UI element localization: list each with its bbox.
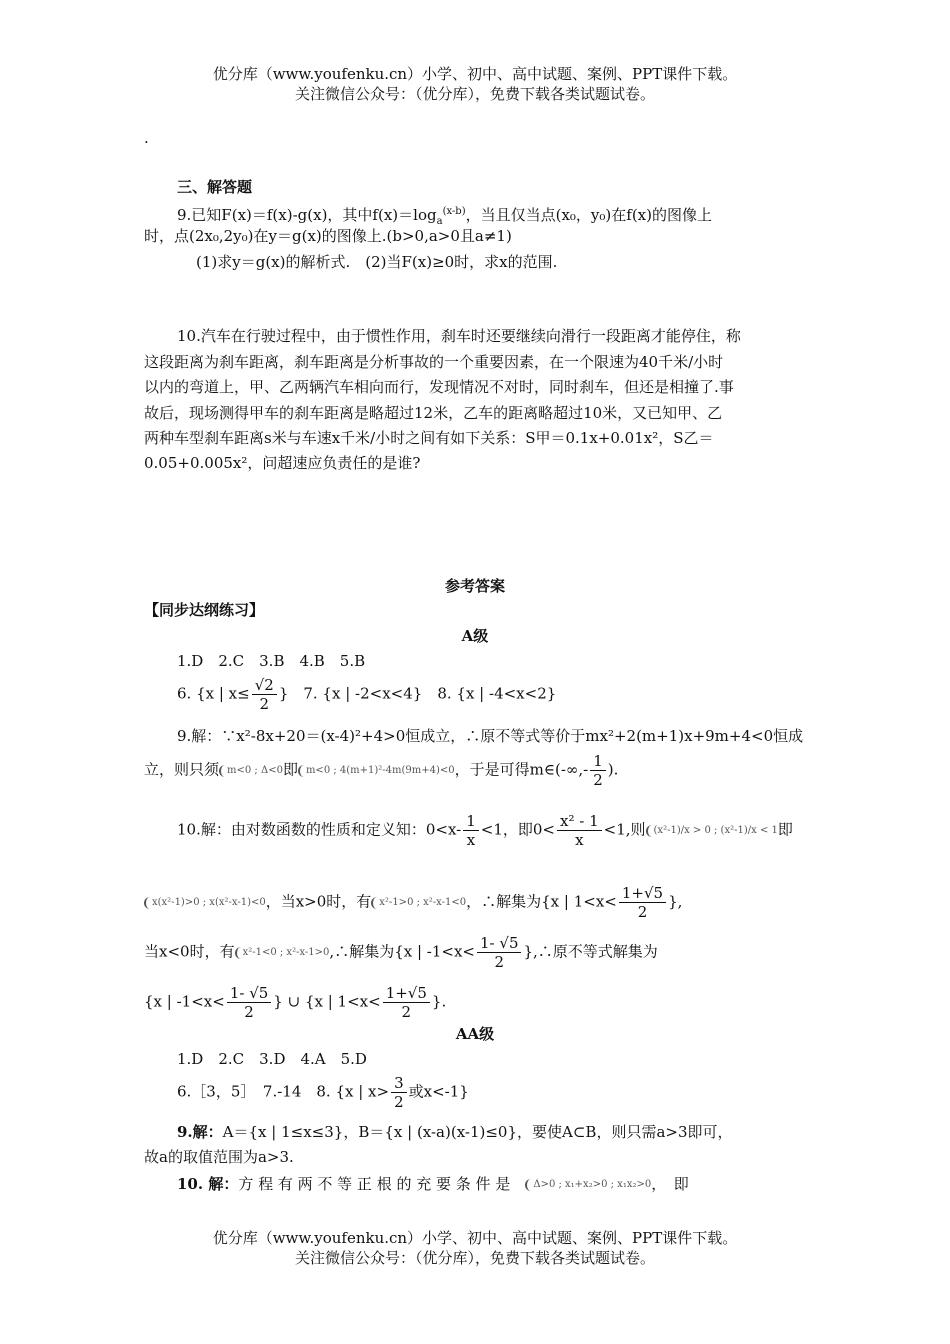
q9-line-2: 时，点(2x₀,2y₀)在y＝g(x)的图像上.(b>0,a>0且a≠1) xyxy=(144,227,512,245)
q10-line-6: 0.05+0.005x²，问超速应负责任的是谁? xyxy=(144,454,421,472)
answers-subtitle: 【同步达纲练习】 xyxy=(144,601,265,619)
fraction: $\frac{\text{x² - 1}}{x}$ xyxy=(557,812,602,849)
a-q9-line-2: 立，则只须 m<0 ; Δ<0即 m<0 ; 4(m+1)²-4m(9m+4)<0，于是可得m∈(-∞,- $\frac{1}{2}$ ). xyxy=(144,752,619,789)
header-line-1: 优分库（www.youfenku.cn）小学、初中、高中试题、案例、PPT课件下载。 xyxy=(212,65,738,83)
equation-system: Δ>0 ; x₁+x₂>0 ; x₁x₂>0 xyxy=(525,1179,651,1191)
footer-line-1: 优分库（www.youfenku.cn）小学、初中、高中试题、案例、PPT课件下载。 xyxy=(212,1229,738,1247)
level-aa-title: AA级 xyxy=(455,1025,495,1043)
a-q10-line-2: x(x²-1)>0 ; x(x²-x-1)<0，当x>0时，有 x²-1>0 ; x²-x-1<0，∴解集为{x | 1<x< $\frac{1+√5}{2}$ }, xyxy=(144,884,682,921)
q9-line-3: (1)求y＝g(x)的解析式. (2)当F(x)≥0时，求x的范围. xyxy=(196,253,558,271)
a-q10-line-3: 当x<0时，有 x²-1<0 ; x²-x-1>0,∴解集为{x | -1<x< $\frac{1- √5}{2}$ },∴原不等式解集为 xyxy=(144,934,658,971)
a-q9-line-1: 9.解：∵x²-8x+20＝(x-4)²+4>0恒成立，∴原不等式等价于mx²+2(m+1)x+9m+4<0恒成 xyxy=(177,727,804,745)
fraction: $\frac{1+√5}{2}$ xyxy=(383,984,430,1021)
q10-line-1: 10.汽车在行驶过程中，由于惯性作用，刹车时还要继续向滑行一段距离才能停住，称 xyxy=(177,327,741,345)
equation-system: (x²-1)/x > 0 ; (x²-1)/x < 1 xyxy=(646,825,778,837)
q9-line-1: 9.已知F(x)＝f(x)-g(x)，其中$f(x)=\log_a^{(x-b)}$，当且仅当点(x₀，y₀)在f(x)的图像上 xyxy=(177,206,712,227)
q10-line-2: 这段距离为刹车距离，刹车距离是分析事故的一个重要因素，在一个限速为40千米/小时 xyxy=(144,353,724,371)
a-multiple-choice: 1.D 2.C 3.B 4.B 5.B xyxy=(177,652,366,670)
equation-system: m<0 ; Δ<0 xyxy=(219,765,283,777)
q10-line-3: 以内的弯道上，甲、乙两辆汽车相向而行，发现情况不对时，同时刹车，但还是相撞了.事 xyxy=(144,378,734,396)
aa-q10-line-1: 10. 解：方 程 有 两 不 等 正 根 的 充 要 条 件 是 Δ>0 ; x₁+x₂>0 ; x₁x₂>0， 即 xyxy=(177,1175,689,1193)
page-header xyxy=(0,64,950,104)
aa-q9-line-2: 故a的取值范围为a>3. xyxy=(144,1148,294,1166)
equation-system: m<0 ; 4(m+1)²-4m(9m+4)<0 xyxy=(298,765,455,777)
fraction: $\frac{√2}{2}$ xyxy=(252,676,277,713)
q10-line-4: 故后，现场测得甲车的刹车距离是略超过12米，乙车的距离略超过10米，又已知甲、乙 xyxy=(144,404,723,422)
fraction: $\frac{1}{2}$ xyxy=(590,752,606,789)
fraction: $\frac{1+√5}{2}$ xyxy=(619,884,666,921)
equation-system: x²-1<0 ; x²-x-1>0 xyxy=(235,947,330,959)
q10-line-5: 两种车型刹车距离s米与车速x千米/小时之间有如下关系：S甲＝0.1x+0.01x²，S乙＝ xyxy=(144,429,714,447)
aa-fill-in: 6.［3，5］ 7.-14 8. {x | x> $\frac{3}{2}$ 或x<-1} xyxy=(177,1074,469,1111)
aa-q9-line-1: 9.解：A＝{x | 1≤x≤3}，B＝{x | (x-a)(x-1)≤0}，要使A⊂B，则只需a>3即可， xyxy=(177,1123,733,1141)
aa-multiple-choice: 1.D 2.C 3.D 4.A 5.D xyxy=(177,1050,367,1068)
fraction: $\frac{1- √5}{2}$ xyxy=(227,984,271,1021)
a-fill-in: 6. {x | x≤ $\frac{√2}{2}$ } 7. {x | -2<x<4} 8. {x | -4<x<2} xyxy=(177,676,557,713)
footer-line-2: 关注微信公众号：（优分库），免费下载各类试题试卷。 xyxy=(294,1249,655,1267)
section-title: 三、解答题 xyxy=(177,178,253,196)
answers-title: 参考答案 xyxy=(444,577,505,595)
a-q10-line-1: 10.解：由对数函数的性质和定义知：0<x- $\frac{1}{x}$ <1，即0< $\frac{\text{x² - 1}}{x}$ <1,则 (x²-1)/x > 0 ; (x²-1)/x < 1即 xyxy=(177,812,793,849)
stray-dot: . xyxy=(144,129,149,147)
header-line-2: 关注微信公众号：（优分库），免费下载各类试题试卷。 xyxy=(294,85,655,103)
a-q10-line-4: {x | -1<x< $\frac{1- √5}{2}$ } ∪ {x | 1<x< $\frac{1+√5}{2}$ }. xyxy=(144,984,447,1021)
level-a-title: A级 xyxy=(461,627,489,645)
fraction: $\frac{3}{2}$ xyxy=(391,1074,407,1111)
page-footer xyxy=(0,1228,950,1268)
equation-system: x²-1>0 ; x²-x-1<0 xyxy=(371,897,466,909)
equation-system: x(x²-1)>0 ; x(x²-x-1)<0 xyxy=(144,897,266,909)
fraction: $\frac{1- √5}{2}$ xyxy=(477,934,521,971)
fraction: $\frac{1}{x}$ xyxy=(463,812,479,849)
